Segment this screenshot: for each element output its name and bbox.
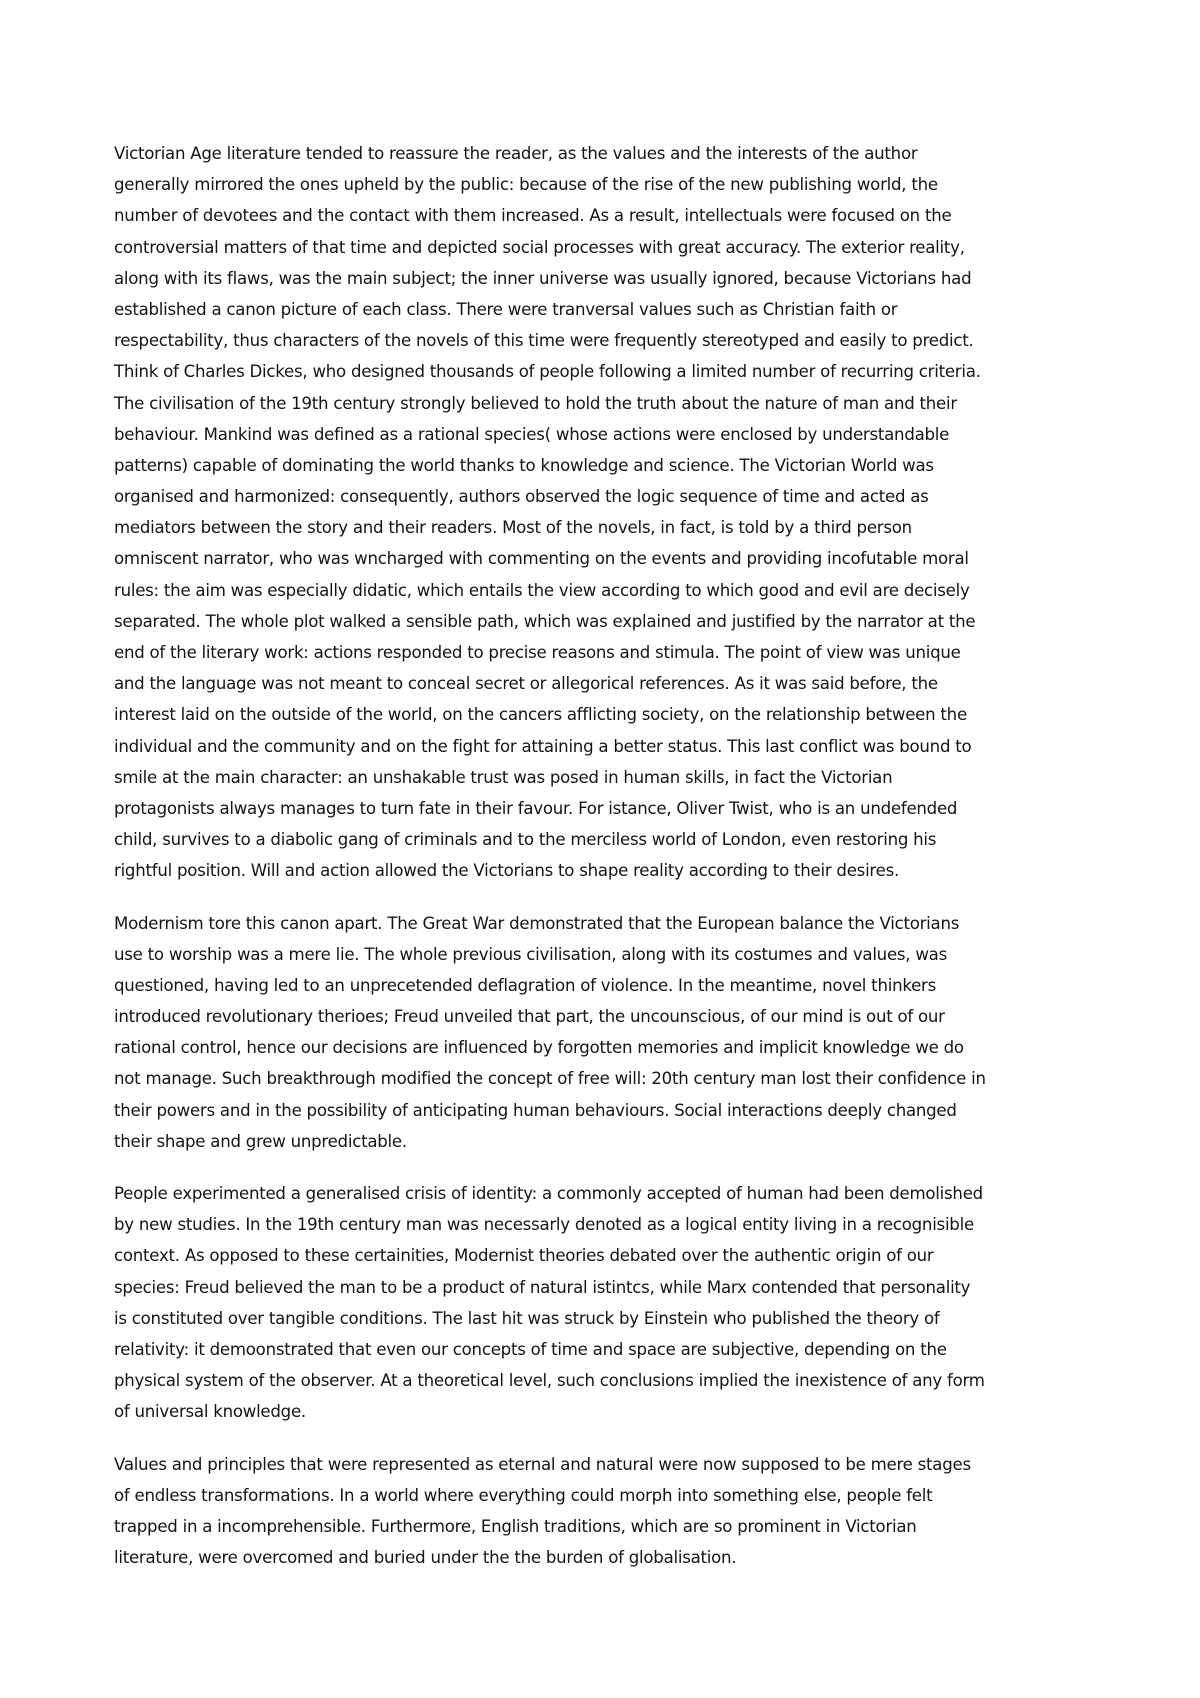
text-line: established a canon picture of each class. There were tranversal values such as Christian faith or (114, 299, 898, 319)
text-line: interest laid on the outside of the world, on the cancers afflicting society, on the relationship between the (114, 705, 967, 725)
text-line: Victorian Age literature tended to reassure the reader, as the values and the interests of the author (114, 144, 918, 163)
text-line: context. As opposed to these certainities, Modernist theories debated over the authentic origin of our (114, 1246, 934, 1266)
text-line: rightful position. Will and action allowed the Victorians to shape reality according to their desires. (114, 861, 900, 881)
text-line: mediators between the story and their readers. Most of the novels, in fact, is told by a third person (114, 518, 912, 538)
text-line: literature, were overcomed and buried under the the burden of globalisation. (114, 1548, 737, 1568)
text-line: separated. The whole plot walked a sensible path, which was explained and justified by the narrator at the (114, 611, 976, 631)
text-line: is constituted over tangible conditions. The last hit was struck by Einstein who published the theory of (114, 1308, 940, 1328)
text-line: not manage. Such breakthrough modified the concept of free will: 20th century man lost their confidence in (114, 1069, 986, 1089)
text-line: behaviour. Mankind was defined as a rational species( whose actions were enclosed by understandable (114, 424, 950, 444)
text-line: questioned, having led to an unprecetended deflagration of violence. In the meantime, novel thinkers (114, 975, 937, 995)
text-line: of universal knowledge. (114, 1402, 306, 1422)
paragraph-values-principles (114, 1449, 1096, 1574)
document-body (114, 138, 1096, 1573)
paragraph-identity-crisis (114, 1178, 1096, 1428)
text-line: patterns) capable of dominating the world thanks to knowledge and science. The Victorian World was (114, 455, 934, 475)
text-line: species: Freud believed the man to be a product of natural istintcs, while Marx contended that personality (114, 1277, 971, 1297)
text-line: rules: the aim was especially didatic, which entails the view according to which good and evil are decisely (114, 580, 970, 600)
text-line: Values and principles that were represented as eternal and natural were now supposed to be mere stages (114, 1454, 971, 1474)
text-line: their powers and in the possibility of anticipating human behaviours. Social interactions deeply changed (114, 1100, 957, 1120)
paragraph-spacer (114, 1157, 1096, 1178)
text-line: number of devotees and the contact with them increased. As a result, intellectuals were focused on the (114, 206, 952, 226)
text-line: by new studies. In the 19th century man was necessarly denoted as a logical entity living in a recognisible (114, 1215, 974, 1235)
text-line: end of the literary work: actions responded to precise reasons and stimula. The point of view was unique (114, 643, 961, 662)
text-line: their shape and grew unpredictable. (114, 1131, 407, 1151)
text-line: of endless transformations. In a world where everything could morph into something else, people felt (114, 1485, 933, 1505)
text-line: and the language was not meant to conceal secret or allegorical references. As it was said before, the (114, 674, 938, 694)
text-line: rational control, hence our decisions are influenced by forgotten memories and implicit knowledge we do (114, 1038, 964, 1058)
text-line: People experimented a generalised crisis of identity: a commonly accepted of human had been demolished (114, 1184, 983, 1203)
text-line: relativity: it demoonstrated that even our concepts of time and space are subjective, depending on the (114, 1339, 947, 1359)
text-line: The civilisation of the 19th century strongly believed to hold the truth about the nature of man and their (114, 393, 957, 413)
text-line: organised and harmonized: consequently, authors observed the logic sequence of time and acted as (114, 487, 929, 507)
text-line: introduced revolutionary therioes; Freud unveiled that part, the uncounscious, of our mind is out of our (114, 1007, 945, 1027)
text-line: Modernism tore this canon apart. The Great War demonstrated that the European balance the Victorians (114, 913, 960, 933)
text-line: generally mirrored the ones upheld by the public: because of the rise of the new publishing world, the (114, 175, 938, 195)
text-line: Think of Charles Dickes, who designed thousands of people following a limited number of recurring criteria. (114, 362, 981, 382)
text-line: trapped in a incomprehensible. Furthermore, English traditions, which are so prominent in Victorian (114, 1516, 917, 1536)
text-line: omniscent narrator, who was wncharged with commenting on the events and providing incofutable moral (114, 549, 969, 569)
text-line: smile at the main character: an unshakable trust was posed in human skills, in fact the Victorian (114, 767, 893, 787)
paragraph-modernism (114, 908, 1096, 1158)
text-line: protagonists always manages to turn fate in their favour. For istance, Oliver Twist, who is an undefended (114, 798, 958, 818)
text-line: child, survives to a diabolic gang of criminals and to the merciless world of London, even restoring his (114, 830, 937, 850)
text-line: controversial matters of that time and depicted social processes with great accuracy. The exterior reality, (114, 237, 965, 257)
paragraph-spacer (114, 887, 1096, 908)
paragraph-victorian-age (114, 138, 1096, 887)
text-line: use to worship was a mere lie. The whole previous civilisation, along with its costumes and values, was (114, 944, 947, 964)
text-line: physical system of the observer. At a theoretical level, such conclusions implied the inexistence of any form (114, 1371, 985, 1391)
paragraph-spacer (114, 1428, 1096, 1449)
text-line: respectability, thus characters of the novels of this time were frequently stereotyped and easily to predict. (114, 331, 974, 351)
text-line: individual and the community and on the fight for attaining a better status. This last conflict was bound to (114, 736, 972, 756)
text-line: along with its flaws, was the main subject; the inner universe was usually ignored, because Victorians had (114, 268, 972, 288)
